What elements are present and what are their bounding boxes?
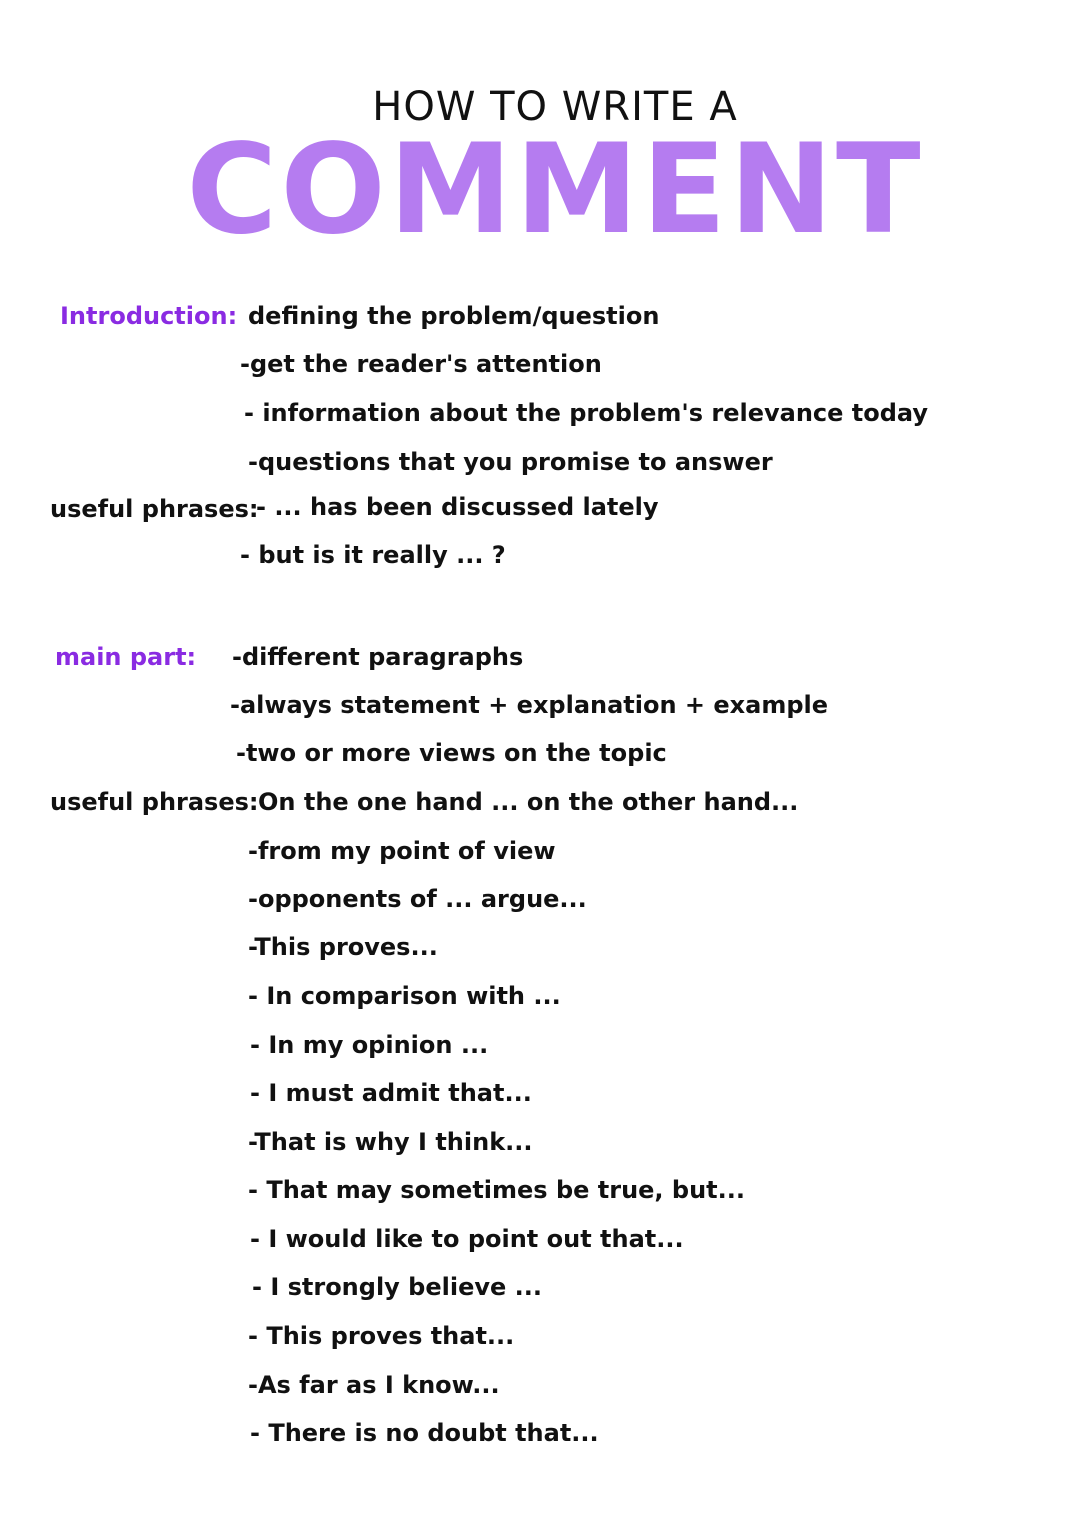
intro-phrase: - ... has been discussed lately [256,493,659,521]
main-phrase: - There is no doubt that... [250,1419,599,1447]
main-part-item: -two or more views on the topic [236,739,667,767]
main-useful-phrases-label: useful phrases: [50,788,259,816]
main-phrase: -That is why I think... [248,1128,533,1156]
introduction-definition: defining the problem/question [248,302,660,330]
main-part-item: -different paragraphs [232,643,524,671]
introduction-item: -questions that you promise to answer [248,448,773,476]
page-title: COMMENT [186,118,924,262]
intro-useful-phrases-label: useful phrases: [50,495,259,523]
main-phrase: -opponents of ... argue... [248,885,587,913]
main-phrase: - I must admit that... [250,1079,532,1107]
main-part-item: -always statement + explanation + example [230,691,829,719]
main-part-label: main part: [55,643,197,671]
main-phrase: -from my point of view [248,837,556,865]
title-kicker: HOW TO WRITE A [372,84,738,130]
main-phrase: - In my opinion ... [250,1031,489,1059]
main-phrase: -This proves... [248,933,438,961]
main-phrase: - That may sometimes be true, but... [248,1176,745,1204]
main-phrase: -As far as I know... [248,1371,500,1399]
introduction-item: - information about the problem's relevance today [244,399,929,427]
intro-phrase: - but is it really ... ? [240,541,506,569]
main-phrase: - I would like to point out that... [250,1225,684,1253]
introduction-item: -get the reader's attention [240,350,602,378]
introduction-label: Introduction: [60,302,238,330]
main-phrase: - In comparison with ... [248,982,561,1010]
main-phrase: - This proves that... [248,1322,515,1350]
main-phrase: On the one hand ... on the other hand... [258,788,799,816]
main-phrase: - I strongly believe ... [252,1273,542,1301]
